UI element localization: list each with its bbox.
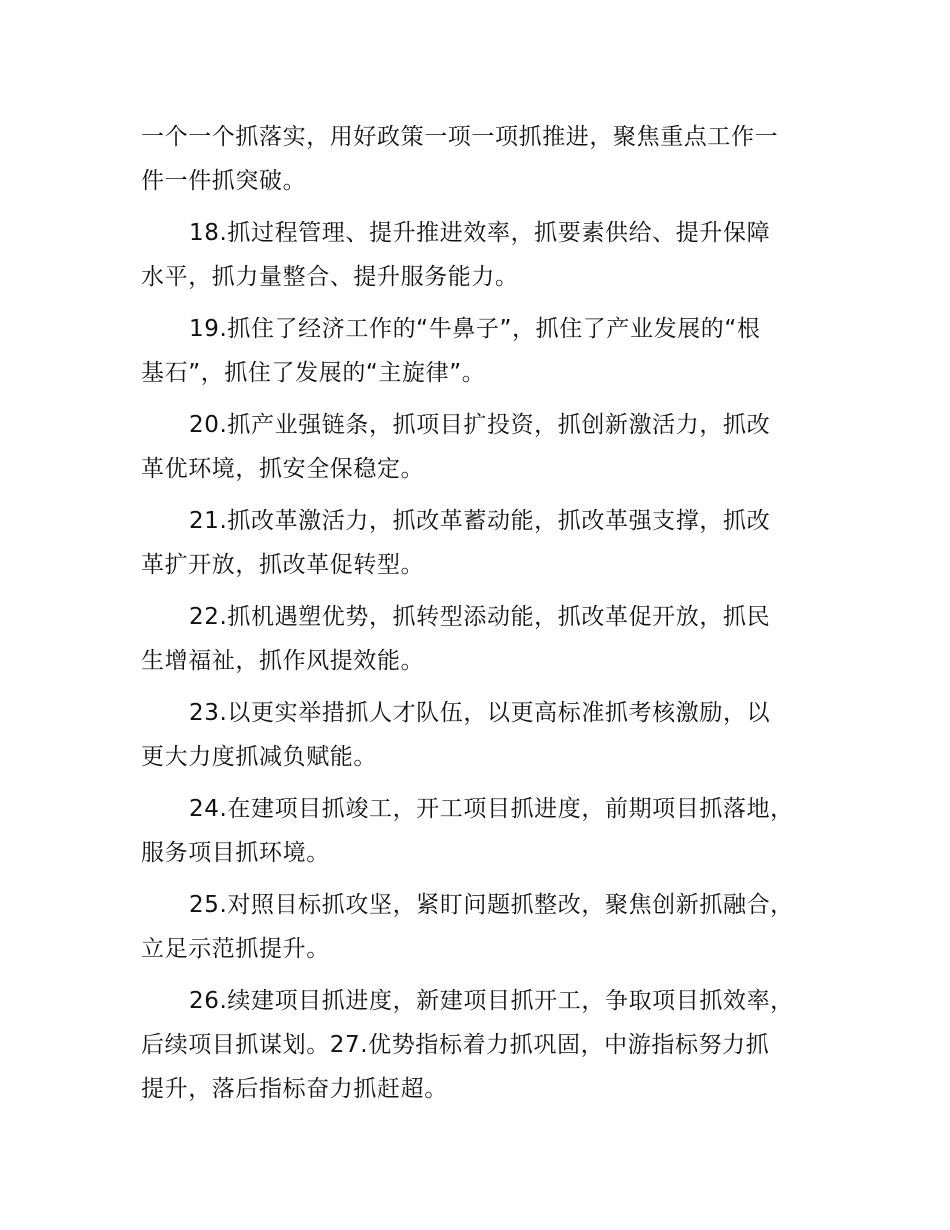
paragraph-1-line-2: 件一件抓突破。 [141,168,307,194]
paragraph-24-line-2: 服务项目抓环境。 [141,840,330,866]
paragraph-24-line-1: 24.在建项目抓竣工，开工项目抓进度，前期项目抓落地， [189,796,794,822]
paragraph-25-line-1: 25.对照目标抓攻坚，紧盯问题抓整改，聚焦创新抓融合， [189,892,794,918]
paragraph-18-line-2: 水平，抓力量整合、提升服务能力。 [141,264,519,290]
paragraph-18-line-1: 18.抓过程管理、提升推进效率，抓要素供给、提升保障 [189,220,771,246]
paragraph-19-line-2: 基石”，抓住了发展的“主旋律”。 [141,360,486,386]
paragraph-21-line-1: 21.抓改革激活力，抓改革蓄动能，抓改革强支撑，抓改 [189,508,771,534]
paragraph-26-line-3: 提升，落后指标奋力抓赶超。 [141,1076,448,1102]
paragraph-26-line-2: 后续项目抓谋划。27.优势指标着力抓巩固，中游指标努力抓 [141,1032,770,1058]
paragraph-22-line-1: 22.抓机遇塑优势，抓转型添动能，抓改革促开放，抓民 [189,604,771,630]
paragraph-23-line-1: 23.以更实举措抓人才队伍，以更高标准抓考核激励，以 [189,700,771,726]
paragraph-20-line-2: 革优环境，抓安全保稳定。 [141,456,425,482]
paragraph-25-line-2: 立足示范抓提升。 [141,936,330,962]
paragraph-19-line-1: 19.抓住了经济工作的“牛鼻子”，抓住了产业发展的“根 [189,316,761,342]
paragraph-20-line-1: 20.抓产业强链条，抓项目扩投资，抓创新激活力，抓改 [189,412,771,438]
paragraph-22-line-2: 生增福祉，抓作风提效能。 [141,648,425,674]
paragraph-23-line-2: 更大力度抓减负赋能。 [141,744,377,770]
paragraph-1-line-1: 一个一个抓落实，用好政策一项一项抓推进，聚焦重点工作一 [141,124,779,150]
paragraph-21-line-2: 革扩开放，抓改革促转型。 [141,552,425,578]
paragraph-26-line-1: 26.续建项目抓进度，新建项目抓开工，争取项目抓效率， [189,988,794,1014]
